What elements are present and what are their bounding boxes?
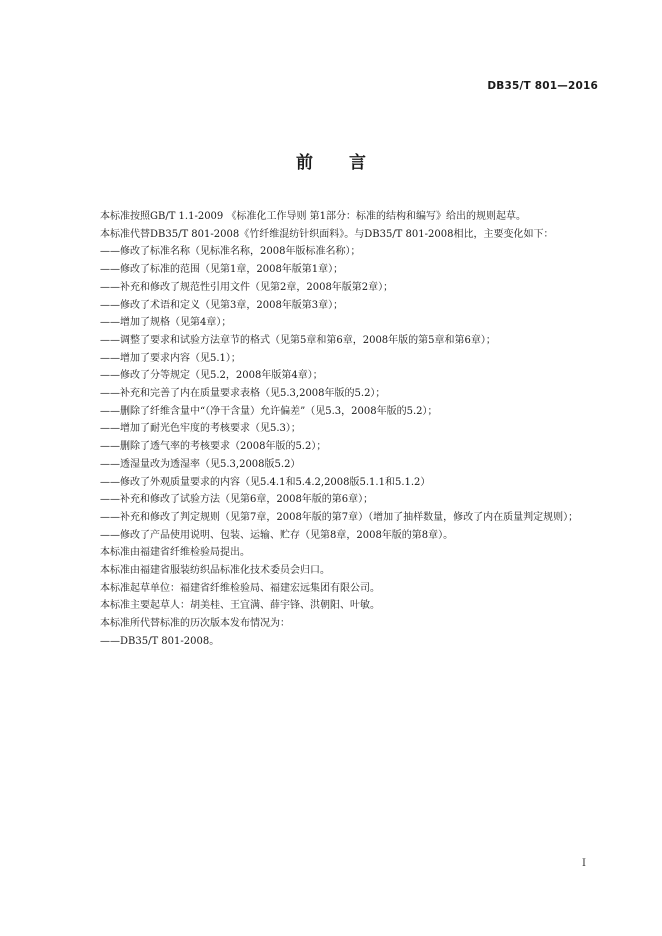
change-item: ——删除了纤维含量中“（净干含量）允许偏差”（见5.3，2008年版的5.2）； bbox=[100, 405, 438, 417]
change-item: ——修改了标准的范围（见第1章，2008年版第1章）； bbox=[100, 264, 344, 276]
change-item: ——修改了分等规定（见5.2，2008年版第4章）； bbox=[100, 370, 323, 382]
change-item: ——补充和修改了试验方法（见第6章，2008年版的第6章）； bbox=[100, 494, 374, 506]
change-item: ——修改了产品使用说明、包装、运输、贮存（见第8章，2008年版的第8章）。 bbox=[100, 529, 454, 541]
change-item: ——修改了外观质量要求的内容（见5.4.1和5.4.2,2008版5.1.1和5.1.2） bbox=[100, 476, 431, 488]
change-item: ——增加了要求内容（见5.1）； bbox=[100, 352, 241, 364]
change-item: ——增加了耐光色牢度的考核要求（见5.3）； bbox=[100, 423, 301, 435]
change-item: ——透湿量改为透湿率（见5.3,2008版5.2） bbox=[100, 458, 301, 470]
document-code: DB35/T 801—2016 bbox=[487, 80, 598, 92]
paragraph: 本标准由福建省纤维检验局提出。 bbox=[100, 547, 250, 559]
change-item: ——删除了透气率的考核要求（2008年版的5.2）； bbox=[100, 441, 327, 453]
paragraph: 本标准主要起草人：胡美桂、王宜满、薛宇锋、洪朝阳、叶敏。 bbox=[100, 600, 380, 612]
change-item: ——补充和修改了判定规则（见第7章，2008年版的第7章）（增加了抽样数量，修改了内在质量判定规则）； bbox=[100, 511, 579, 523]
paragraph: 本标准所代替标准的历次版本发布情况为： bbox=[100, 618, 290, 630]
change-item: ——修改了术语和定义（见第3章，2008年版第3章）； bbox=[100, 299, 344, 311]
change-item: ——补充和修改了规范性引用文件（见第2章，2008年版第2章）； bbox=[100, 281, 394, 293]
paragraph: 本标准由福建省服装纺织品标准化技术委员会归口。 bbox=[100, 565, 330, 577]
paragraph: 本标准代替DB35/T 801-2008《竹纤维混纺针织面料》。与DB35/T 801-2008相比，主要变化如下： bbox=[100, 228, 554, 240]
page-number: I bbox=[582, 858, 586, 869]
change-item: ——增加了规格（见第4章）； bbox=[100, 317, 232, 329]
foreword-body bbox=[79, 208, 599, 651]
change-item: ——补充和完善了内在质量要求表格（见5.3,2008年版的5.2）； bbox=[100, 388, 386, 400]
change-item: ——DB35/T 801-2008。 bbox=[100, 635, 220, 647]
paragraph: 本标准按照GB/T 1.1-2009 《标准化工作导则 第1部分：标准的结构和编写》给出的规则起草。 bbox=[100, 211, 527, 222]
change-item: ——调整了要求和试验方法章节的格式（见第5章和第6章，2008年版的第5章和第6章）； bbox=[100, 334, 496, 346]
paragraph: 本标准起草单位：福建省纤维检验局、福建宏远集团有限公司。 bbox=[100, 582, 380, 594]
change-item: ——修改了标准名称（见标准名称，2008年版标准名称）； bbox=[100, 246, 361, 258]
page-title: 前言 bbox=[296, 153, 402, 173]
